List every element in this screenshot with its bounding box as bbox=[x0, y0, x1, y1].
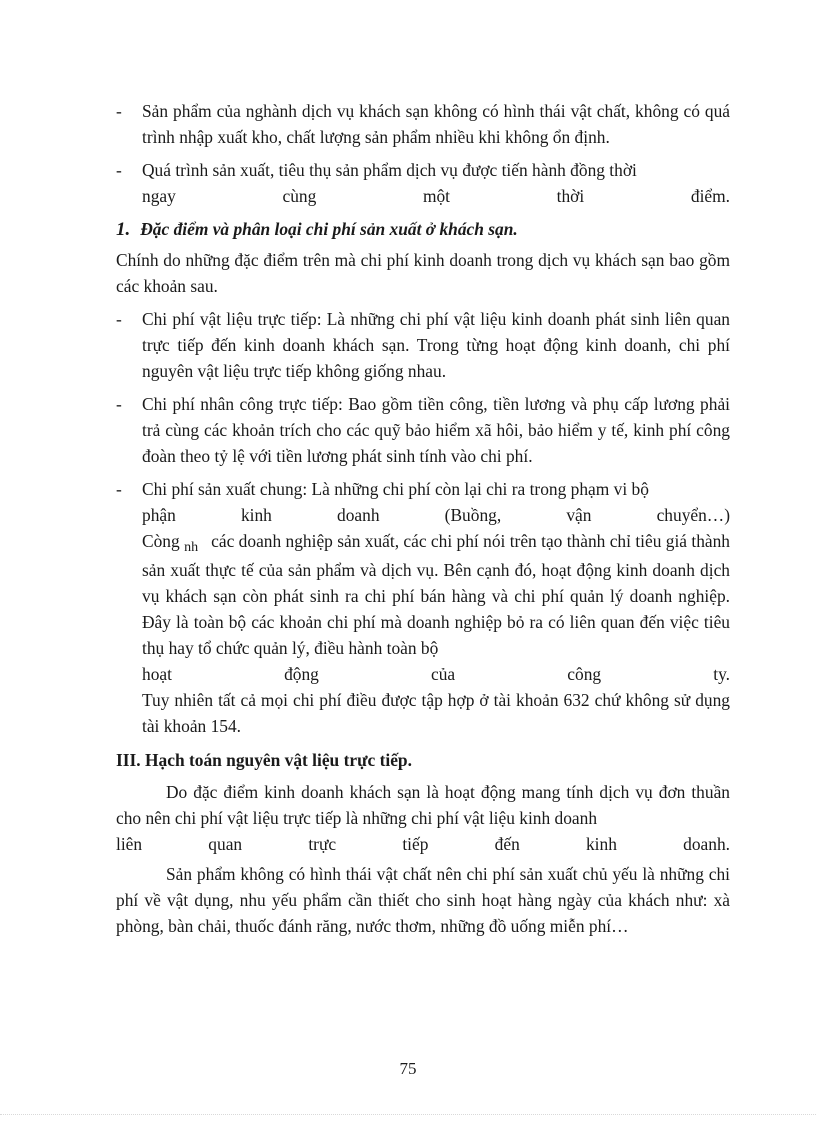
bullet-dash: - bbox=[116, 160, 122, 180]
bullet-text-spread-line: ngay cùng một thời điểm. bbox=[142, 186, 730, 206]
bullet-text: Quá trình sản xuất, tiêu thụ sản phẩm dịch vụ được tiến hành đồng thời bbox=[142, 160, 637, 180]
page-content bbox=[116, 98, 730, 939]
section-heading bbox=[116, 216, 730, 243]
bullet-item bbox=[116, 157, 730, 209]
section-intro: Chính do những đặc điểm trên mà chi phí kinh doanh trong dịch vụ khách sạn bao gồm các khoản sau. bbox=[116, 250, 730, 296]
continuation-block bbox=[116, 528, 730, 739]
page-number: 75 bbox=[399, 1059, 417, 1078]
cost-item bbox=[116, 306, 730, 384]
continuation-last-line: hoạt động của công ty. bbox=[142, 664, 730, 684]
section-heading: III. Hạch toán nguyên vật liệu trực tiếp. bbox=[116, 750, 412, 770]
continuation-paragraph bbox=[142, 528, 730, 661]
continuation-fragment: nh bbox=[184, 540, 199, 555]
cost-item-text: Chi phí nhân công trực tiếp: Bao gồm tiền công, tiền lương và phụ cấp lương phải trả cùng các khoản trích cho các quỹ bảo hiểm xã hôi, bảo hiểm y tế, kinh phí công đoàn theo tỷ lệ với tiền lương phát sinh tính vào chi phí. bbox=[142, 394, 730, 466]
note-paragraph: Tuy nhiên tất cả mọi chi phí điều được tập hợp ở tài khoản 632 chứ không sử dụng tài khoản 154. bbox=[142, 690, 730, 736]
footer-divider bbox=[0, 1114, 816, 1115]
bullet-text: Sản phẩm của nghành dịch vụ khách sạn không có hình thái vật chất, không có quá trình nhập xuất kho, chất lượng sản phẩm nhiều khi không ổn định. bbox=[142, 101, 730, 147]
section-number: 1. bbox=[116, 219, 131, 240]
cost-item bbox=[116, 476, 730, 528]
body-paragraph: Sản phẩm không có hình thái vật chất nên chi phí sản xuất chủ yếu là những chi phí về vật dụng, nhu yếu phẩm cần thiết cho sinh hoạt hàng ngày của khách như: xà phòng, bàn chải, thuốc đánh răng, nước thơm, những đồ uống miễn phí… bbox=[116, 864, 730, 936]
bullet-dash: - bbox=[116, 101, 122, 121]
body-paragraph: Do đặc điểm kinh doanh khách sạn là hoạt động mang tính dịch vụ đơn thuần cho nên chi phí vật liệu trực tiếp là những chi phí vật liệu kinh doanh bbox=[116, 782, 730, 828]
bullet-dash: - bbox=[116, 309, 122, 329]
continuation-start: Còng bbox=[142, 531, 180, 551]
bullet-dash: - bbox=[116, 394, 122, 414]
bullet-dash: - bbox=[116, 479, 122, 499]
cost-item-text-spread-line: phận kinh doanh (Buồng, vận chuyển…) bbox=[142, 505, 730, 525]
bullet-item bbox=[116, 98, 730, 150]
cost-item bbox=[116, 391, 730, 469]
cost-item-text: Chi phí sản xuất chung: Là những chi phí còn lại chi ra trong phạm vi bộ bbox=[142, 479, 649, 499]
cost-item-text: Chi phí vật liệu trực tiếp: Là những chi phí vật liệu kinh doanh phát sinh liên quan trực tiếp đến kinh doanh khách sạn. Trong từng hoạt động kinh doanh, chi phí nguyên vật liệu trực tiếp không giống nhau. bbox=[142, 309, 730, 381]
continuation-rest: các doanh nghiệp sản xuất, các chi phí nói trên tạo thành chỉ tiêu giá thành sản xuất thực tế của sản phẩm và dịch vụ. Bên cạnh đó, hoạt động kinh doanh dịch vụ khách sạn còn phát sinh ra chi phí bán hàng và chi phí quản lý doanh nghiệp. Đây là toàn bộ các khoản chi phí mà doanh nghiệp bỏ ra có liên quan đến việc tiêu thụ hay tổ chức quản lý, điều hành toàn bộ bbox=[142, 531, 730, 658]
body-paragraph-last-line: liên quan trực tiếp đến kinh doanh. bbox=[116, 834, 730, 854]
section-title: Đặc điểm và phân loại chi phí sản xuất ở khách sạn. bbox=[140, 219, 518, 239]
